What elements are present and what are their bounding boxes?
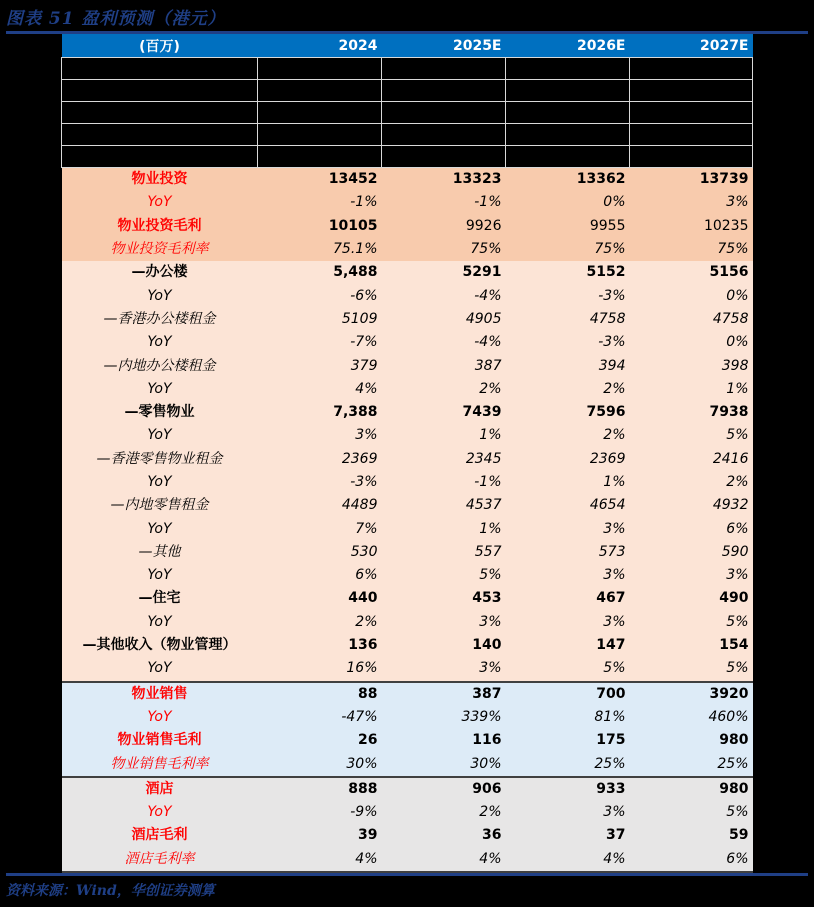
row-value: 906 <box>382 777 506 801</box>
row-label: 物业销售毛利 <box>62 729 258 752</box>
row-label: —住宅 <box>62 587 258 610</box>
row-value: 590 <box>630 541 753 564</box>
row-value: 75.1% <box>258 238 382 261</box>
row-value: 460% <box>630 706 753 729</box>
row-label: YoY <box>62 331 258 354</box>
row-value: 3% <box>506 564 630 587</box>
row-value: 1% <box>506 471 630 494</box>
row-value: 0% <box>630 284 753 307</box>
blank-cell <box>506 58 630 80</box>
blank-cell <box>630 102 753 124</box>
row-value: 440 <box>258 587 382 610</box>
blank-cell <box>382 146 506 168</box>
row-value: 490 <box>630 587 753 610</box>
row-value: 2% <box>506 424 630 447</box>
table-row <box>62 191 753 214</box>
source-note: 资料来源：Wind，华创证券测算 <box>6 883 215 899</box>
table-row <box>62 824 753 847</box>
blank-cell <box>630 124 753 146</box>
row-value: 5156 <box>630 261 753 284</box>
table-row <box>62 354 753 377</box>
row-label: 物业投资毛利 <box>62 215 258 238</box>
row-value: 4758 <box>506 308 630 331</box>
blank-cell <box>630 146 753 168</box>
row-value: 4% <box>506 848 630 872</box>
footer-divider <box>6 873 808 876</box>
blank-cell <box>382 124 506 146</box>
header-row <box>62 34 753 58</box>
blank-cell <box>62 58 258 80</box>
row-label: YoY <box>62 284 258 307</box>
row-value: -47% <box>258 706 382 729</box>
row-value: 147 <box>506 634 630 657</box>
table-row <box>62 517 753 540</box>
table-row <box>62 657 753 681</box>
table-row <box>62 587 753 610</box>
row-value: 7,388 <box>258 401 382 424</box>
header-2026e: 2026E <box>506 34 630 58</box>
blank-cell <box>506 80 630 102</box>
figure-title: 图表 51 盈利预测（港元） <box>6 9 226 29</box>
header-unit: (百万) <box>62 34 258 58</box>
row-label: YoY <box>62 706 258 729</box>
blank-cell <box>62 146 258 168</box>
row-value: 7439 <box>382 401 506 424</box>
row-value: 933 <box>506 777 630 801</box>
row-label: —其他收入（物业管理） <box>62 634 258 657</box>
row-label: 酒店毛利 <box>62 824 258 847</box>
blank-cell <box>382 102 506 124</box>
row-value: 530 <box>258 541 382 564</box>
row-value: 5% <box>630 801 753 824</box>
row-value: 13452 <box>258 168 382 192</box>
row-value: 3% <box>630 564 753 587</box>
row-value: -3% <box>258 471 382 494</box>
row-value: 3% <box>258 424 382 447</box>
row-label: 酒店 <box>62 777 258 801</box>
table-row <box>62 801 753 824</box>
row-value: 3% <box>630 191 753 214</box>
table-row <box>62 682 753 706</box>
row-label: YoY <box>62 471 258 494</box>
table-row <box>62 541 753 564</box>
header-2027e: 2027E <box>630 34 753 58</box>
blank-cell <box>258 124 382 146</box>
row-value: 154 <box>630 634 753 657</box>
blank-cell <box>258 80 382 102</box>
row-value: 39 <box>258 824 382 847</box>
row-value: 36 <box>382 824 506 847</box>
row-value: -3% <box>506 284 630 307</box>
row-value: 2369 <box>258 448 382 471</box>
row-value: 7% <box>258 517 382 540</box>
row-value: 75% <box>382 238 506 261</box>
row-label: YoY <box>62 191 258 214</box>
row-value: 7596 <box>506 401 630 424</box>
row-value: 1% <box>382 517 506 540</box>
row-value: 13323 <box>382 168 506 192</box>
table-row <box>62 331 753 354</box>
row-value: 3% <box>382 657 506 681</box>
blank-row <box>62 58 753 80</box>
table-row <box>62 168 753 192</box>
row-value: 387 <box>382 682 506 706</box>
table-row <box>62 494 753 517</box>
row-value: 467 <box>506 587 630 610</box>
row-value: 88 <box>258 682 382 706</box>
row-value: 4905 <box>382 308 506 331</box>
row-label: YoY <box>62 801 258 824</box>
row-value: 13739 <box>630 168 753 192</box>
row-value: 980 <box>630 777 753 801</box>
blank-cell <box>506 124 630 146</box>
blank-cell <box>630 58 753 80</box>
blank-cell <box>258 58 382 80</box>
row-label: —香港办公楼租金 <box>62 308 258 331</box>
row-value: 0% <box>506 191 630 214</box>
row-value: 4758 <box>630 308 753 331</box>
row-value: -7% <box>258 331 382 354</box>
table-row <box>62 611 753 634</box>
row-value: -1% <box>382 191 506 214</box>
row-value: 6% <box>258 564 382 587</box>
row-value: 4% <box>258 378 382 401</box>
row-label: YoY <box>62 564 258 587</box>
table-row <box>62 848 753 872</box>
row-value: 5291 <box>382 261 506 284</box>
row-label: 物业投资 <box>62 168 258 192</box>
row-value: -9% <box>258 801 382 824</box>
row-value: 2369 <box>506 448 630 471</box>
blank-cell <box>258 102 382 124</box>
row-value: 75% <box>630 238 753 261</box>
row-value: -1% <box>258 191 382 214</box>
row-value: 3% <box>506 611 630 634</box>
blank-cell <box>258 146 382 168</box>
blank-cell <box>506 102 630 124</box>
row-value: -4% <box>382 331 506 354</box>
blank-cell <box>382 80 506 102</box>
row-value: 30% <box>258 752 382 776</box>
row-value: 6% <box>630 848 753 872</box>
table-row <box>62 634 753 657</box>
blank-row <box>62 124 753 146</box>
row-value: 37 <box>506 824 630 847</box>
row-value: 175 <box>506 729 630 752</box>
row-label: —零售物业 <box>62 401 258 424</box>
row-value: 16% <box>258 657 382 681</box>
header-2025e: 2025E <box>382 34 506 58</box>
row-value: -1% <box>382 471 506 494</box>
row-value: 116 <box>382 729 506 752</box>
row-value: -6% <box>258 284 382 307</box>
blank-row <box>62 102 753 124</box>
profit-forecast-table <box>61 34 753 873</box>
row-value: 4654 <box>506 494 630 517</box>
table-row <box>62 706 753 729</box>
table-row <box>62 238 753 261</box>
row-value: 4489 <box>258 494 382 517</box>
table-row <box>62 777 753 801</box>
row-value: 30% <box>382 752 506 776</box>
row-label: YoY <box>62 611 258 634</box>
row-value: 25% <box>630 752 753 776</box>
row-label: —内地办公楼租金 <box>62 354 258 377</box>
row-value: 394 <box>506 354 630 377</box>
row-label: 物业销售毛利率 <box>62 752 258 776</box>
row-value: 9926 <box>382 215 506 238</box>
blank-cell <box>62 80 258 102</box>
row-value: 2% <box>630 471 753 494</box>
row-value: 573 <box>506 541 630 564</box>
row-value: 888 <box>258 777 382 801</box>
row-value: 25% <box>506 752 630 776</box>
row-value: 980 <box>630 729 753 752</box>
row-value: 6% <box>630 517 753 540</box>
row-value: 4932 <box>630 494 753 517</box>
blank-cell <box>630 80 753 102</box>
row-value: 453 <box>382 587 506 610</box>
row-value: 2% <box>382 378 506 401</box>
row-label: YoY <box>62 424 258 447</box>
table-row <box>62 424 753 447</box>
blank-row <box>62 146 753 168</box>
row-value: 3% <box>506 801 630 824</box>
row-value: 75% <box>506 238 630 261</box>
row-value: 0% <box>630 331 753 354</box>
row-value: -3% <box>506 331 630 354</box>
row-value: 3920 <box>630 682 753 706</box>
blank-cell <box>62 124 258 146</box>
blank-row <box>62 80 753 102</box>
row-value: 4% <box>258 848 382 872</box>
row-value: 5152 <box>506 261 630 284</box>
row-value: 2% <box>258 611 382 634</box>
row-value: 3% <box>382 611 506 634</box>
table-row <box>62 401 753 424</box>
row-value: 557 <box>382 541 506 564</box>
blank-cell <box>62 102 258 124</box>
table-row <box>62 752 753 776</box>
row-label: 物业投资毛利率 <box>62 238 258 261</box>
table-row <box>62 448 753 471</box>
row-value: 7938 <box>630 401 753 424</box>
row-value: 5,488 <box>258 261 382 284</box>
row-value: 2416 <box>630 448 753 471</box>
table-row <box>62 261 753 284</box>
row-value: 5% <box>630 611 753 634</box>
row-value: 4537 <box>382 494 506 517</box>
header-2024: 2024 <box>258 34 382 58</box>
row-value: 398 <box>630 354 753 377</box>
blank-rows <box>62 58 753 168</box>
row-value: 700 <box>506 682 630 706</box>
row-value: 2% <box>382 801 506 824</box>
row-value: 1% <box>630 378 753 401</box>
table-row <box>62 564 753 587</box>
row-value: 26 <box>258 729 382 752</box>
table-row <box>62 471 753 494</box>
row-value: 81% <box>506 706 630 729</box>
row-label: YoY <box>62 378 258 401</box>
row-label: —内地零售租金 <box>62 494 258 517</box>
row-value: -4% <box>382 284 506 307</box>
row-value: 387 <box>382 354 506 377</box>
row-label: YoY <box>62 517 258 540</box>
row-value: 339% <box>382 706 506 729</box>
table-row <box>62 284 753 307</box>
row-value: 5% <box>382 564 506 587</box>
row-value: 59 <box>630 824 753 847</box>
row-value: 136 <box>258 634 382 657</box>
row-value: 5% <box>630 657 753 681</box>
row-value: 3% <box>506 517 630 540</box>
row-value: 4% <box>382 848 506 872</box>
row-label: —其他 <box>62 541 258 564</box>
table-row <box>62 215 753 238</box>
row-label: —办公楼 <box>62 261 258 284</box>
row-value: 2345 <box>382 448 506 471</box>
row-value: 10105 <box>258 215 382 238</box>
data-rows <box>62 168 753 872</box>
row-value: 5% <box>506 657 630 681</box>
table-row <box>62 729 753 752</box>
row-value: 5109 <box>258 308 382 331</box>
table-row <box>62 378 753 401</box>
row-value: 10235 <box>630 215 753 238</box>
row-label: 酒店毛利率 <box>62 848 258 872</box>
row-value: 1% <box>382 424 506 447</box>
row-value: 5% <box>630 424 753 447</box>
row-value: 9955 <box>506 215 630 238</box>
row-value: 379 <box>258 354 382 377</box>
row-value: 2% <box>506 378 630 401</box>
row-label: 物业销售 <box>62 682 258 706</box>
row-value: 13362 <box>506 168 630 192</box>
table-row <box>62 308 753 331</box>
row-label: —香港零售物业租金 <box>62 448 258 471</box>
blank-cell <box>506 146 630 168</box>
row-value: 140 <box>382 634 506 657</box>
row-label: YoY <box>62 657 258 681</box>
blank-cell <box>382 58 506 80</box>
